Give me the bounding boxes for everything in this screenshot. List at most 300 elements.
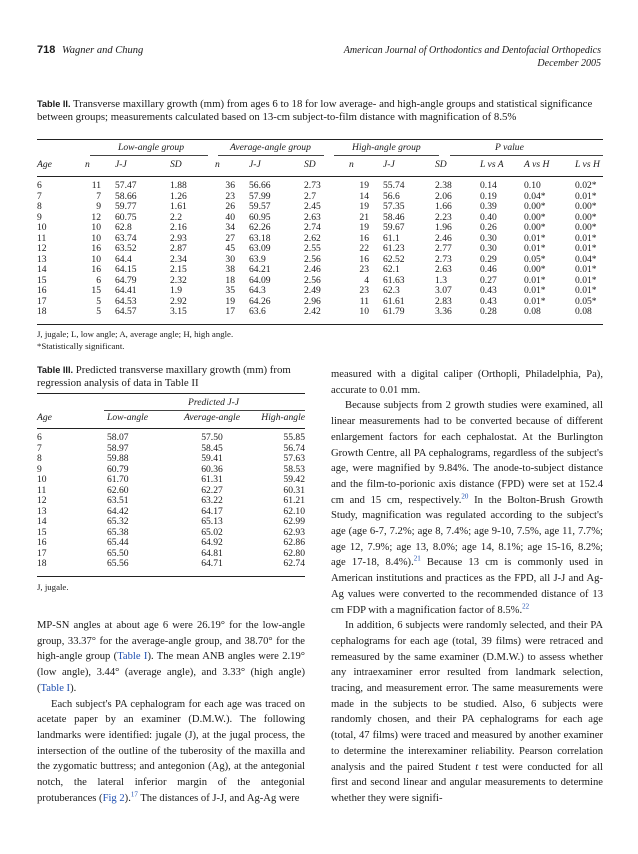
table3-cell: 65.56: [107, 558, 129, 569]
table3-cell: 65.50: [107, 547, 129, 559]
table2-col-header: SD: [304, 159, 316, 170]
table3-cell: 10: [37, 474, 47, 485]
table2-row: [37, 223, 603, 234]
table2-group-high: High-angle group: [352, 142, 421, 153]
table3-cell: 58.07: [107, 432, 129, 443]
table2-cell: 13: [37, 253, 47, 265]
table2-cell: 0.01*: [575, 274, 597, 286]
fig2-link[interactable]: Fig 2: [102, 792, 125, 804]
table2-cell: 2.49: [304, 285, 321, 296]
table2-cell: 11: [91, 180, 101, 191]
table2-cell: 0.28: [480, 306, 497, 317]
table2-cell: 19: [359, 201, 369, 212]
table3-cell: 57.63: [283, 453, 305, 464]
table2-cell: 0.46: [480, 264, 497, 275]
table2-col-header: J-J: [249, 159, 261, 170]
table2-cell: 8: [37, 201, 42, 212]
table2-cell: 63.74: [115, 232, 137, 244]
table2-cell: 0.01*: [524, 243, 546, 254]
table3-cell: 65.32: [107, 516, 129, 527]
table2-cell: 0.01*: [575, 264, 597, 275]
table2-cell: 0.29: [480, 253, 497, 265]
table2-cell: 2.2: [170, 211, 182, 223]
table2-cell: 0.00*: [524, 222, 546, 233]
text-run: Because subjects from 2 growth studies were examined, all linear measurements had to be converted because of different enlargement factors for each cephalostat. At the Burlington Growth Centre, all PA cephalograms, regardless of the subject's age, were magnified by 9.84%. The anode-to-subject distance and the film-to-porionic axis distance (FPD) were set at 152.4 cm and 15 cm, respectively.: [331, 400, 603, 506]
table2-col-header: Age: [37, 159, 52, 170]
table2-cell: 10: [359, 306, 369, 317]
table2-cell: 1.3: [435, 274, 447, 286]
table3-cell: 61.70: [107, 474, 129, 485]
table2-col-header: SD: [170, 159, 182, 170]
table2-cell: 0.00*: [575, 211, 597, 223]
text-run: In addition, 6 subjects were randomly selected, and their PA cephalograms for each age (total, 39 films) were retraced and remeasured by the same examiner (D.M.W.) to assess whether any intraexaminer error resulted from landmark selection, tracing, and measurement error. The same measurements were made in the subjects to be studied. Also, 6 subjects were randomly chosen, and their PA cephalograms for each age (total, 47 films) were traced and measured by another examiner to determine the interexaminer reliability. Pearson correlation analysis and the paired Student: [331, 620, 603, 773]
table2-cell: 64.15: [115, 264, 137, 275]
text-run: test were conducted for all first and second linear and angular measurements to determine whether they were signifi-: [331, 761, 604, 804]
table2-cell: 2.34: [170, 253, 187, 265]
table2-cell: 0.01*: [524, 285, 546, 296]
right-column-text: [331, 367, 603, 807]
table2-cell: 0.00*: [575, 222, 597, 233]
table2-cell: 18: [225, 274, 235, 286]
table2-top-rule: [37, 139, 603, 140]
table1-link[interactable]: Table I: [117, 651, 148, 663]
table2-cell: 6: [37, 180, 42, 191]
table2-cell: 56.6: [383, 190, 400, 202]
table3-cell: 59.88: [107, 453, 129, 464]
table2-cell: 4: [364, 274, 369, 286]
table2-header-row: [37, 160, 603, 171]
table3-cell: 57.50: [201, 432, 223, 443]
table2-caption-text: Transverse maxillary growth (mm) from ages 6 to 18 for low average- and high-angle groups and statistical significance between groups; measurements calculated based on 13-cm subject-to-film distance with magnification of 8.5%: [37, 98, 593, 124]
table2-cell: 59.77: [115, 201, 137, 212]
table3-row: [37, 475, 305, 486]
table2-group-underline: [450, 155, 603, 156]
table2-cell: 0.27: [480, 274, 497, 286]
table2-cell: 5: [96, 306, 101, 317]
table2-cell: 16: [37, 285, 47, 296]
table2-group-low: Low-angle group: [118, 142, 185, 153]
table3-cell: 18: [37, 558, 47, 569]
table2-footnote-significance: *Statistically significant.: [37, 341, 125, 351]
paragraph: [331, 398, 603, 618]
table2-cell: 63.6: [249, 306, 266, 317]
table3-cell: 62.10: [283, 505, 305, 517]
table2-cell: 62.8: [115, 222, 132, 233]
table3-cell: 8: [37, 453, 42, 464]
reference-22-link[interactable]: 22: [522, 602, 530, 611]
table3-cell: 64.17: [201, 505, 223, 517]
table2-group-average: Average-angle group: [230, 142, 311, 153]
table2-cell: 2.56: [304, 253, 321, 265]
table3-cell: 64.81: [201, 547, 223, 559]
table2-cell: 64.26: [249, 295, 271, 307]
issue-date: December 2005: [537, 58, 601, 69]
table2-cell: 62.52: [383, 253, 405, 265]
table3-col-header: Average-angle: [184, 412, 240, 423]
table2-cell: 0.00*: [575, 201, 597, 212]
table2-cell: 2.62: [304, 232, 321, 244]
table3-cell: 65.44: [107, 537, 129, 548]
reference-17-link[interactable]: 17: [130, 790, 138, 799]
table2-group-pvalue: P value: [495, 142, 524, 153]
table2-cell: 2.46: [304, 264, 321, 275]
table3-header-rule: [37, 428, 305, 429]
text-run: ).: [70, 682, 77, 694]
table2-group-underline: [334, 155, 439, 156]
table2-col-header: L vs A: [480, 159, 504, 170]
table2-cell: 45: [225, 243, 235, 254]
table3-cell: 65.13: [201, 516, 223, 527]
table2-cell: 23: [359, 264, 369, 275]
table3-cell: 61.31: [201, 474, 223, 485]
table3-cell: 58.97: [107, 442, 129, 454]
table2-col-header: n: [349, 159, 354, 170]
table2-cell: 34: [225, 222, 235, 233]
table2-cell: 2.23: [435, 211, 452, 223]
table2-cell: 0.30: [480, 243, 497, 254]
table3-cell: 62.74: [283, 558, 305, 569]
table3-cell: 16: [37, 537, 47, 548]
table3-cell: 59.41: [201, 453, 223, 464]
table2-cell: 0.14: [480, 180, 497, 191]
table3-label: Table III.: [37, 365, 74, 375]
table2-cell: 10: [91, 222, 101, 233]
table3-cell: 65.02: [201, 526, 223, 538]
table3-caption-text: Predicted transverse maxillary growth (mm) from regression analysis of data in Table II: [37, 364, 291, 390]
table3-cell: 11: [37, 484, 47, 496]
table2-cell: 0.01*: [524, 232, 546, 244]
table2-cell: 3.07: [435, 285, 452, 296]
table3-col-header: High-angle: [261, 412, 305, 423]
table2-cell: 17: [225, 306, 235, 317]
table2-body: [37, 181, 603, 318]
paragraph: measured with a digital caliper (Orthopli, Philadelphia, Pa), accurate to 0.01 mm.: [331, 369, 603, 396]
table2-cell: 9: [37, 211, 42, 223]
table2-cell: 64.3: [249, 285, 266, 296]
table2-caption: [37, 98, 603, 125]
table3-row: [37, 486, 305, 497]
table2-cell: 18: [37, 306, 47, 317]
table3-body: [37, 433, 305, 570]
table2-cell: 5: [96, 295, 101, 307]
table2-cell: 58.46: [383, 211, 405, 223]
table2-cell: 2.38: [435, 180, 452, 191]
table2-cell: 14: [359, 190, 369, 202]
paragraph: [37, 618, 305, 697]
page-number: 718: [37, 44, 56, 56]
table2-cell: 59.57: [249, 201, 271, 212]
table3-cell: 13: [37, 505, 47, 517]
table2-cell: 0.43: [480, 295, 497, 307]
table2-cell: 2.83: [435, 295, 452, 307]
table2-cell: 7: [96, 190, 101, 202]
table2-cell: 16: [359, 232, 369, 244]
table2-cell: 0.01*: [575, 232, 597, 244]
table3-row: [37, 496, 305, 507]
table1-link[interactable]: Table I: [40, 682, 71, 694]
text-run: t: [475, 761, 479, 773]
table2-cell: 2.7: [304, 190, 316, 202]
table2-cell: 0.10: [524, 180, 541, 191]
table3-cell: 64.42: [107, 505, 129, 517]
table3-cell: 17: [37, 547, 47, 559]
running-header-left: [37, 44, 143, 56]
table2-col-header: n: [215, 159, 220, 170]
left-column-text: [37, 618, 305, 806]
table3-row: [37, 528, 305, 539]
table3-row: [37, 559, 305, 570]
table2-cell: 2.55: [304, 243, 321, 254]
text-run: MP-SN angles at about age 6 were 26.19° for the low-angle group, 33.37° for the average-angle group, and 38.70° for the high-angle group (: [37, 620, 305, 663]
text-run: The distances of J-J, and Ag-Ag were: [137, 792, 300, 804]
table3-cell: 63.22: [201, 495, 223, 506]
table2-cell: 61.79: [383, 306, 405, 317]
table2-col-header: J-J: [115, 159, 127, 170]
table3-cell: 62.93: [283, 526, 305, 538]
table3-cell: 56.74: [283, 442, 305, 454]
table2-col-header: n: [85, 159, 90, 170]
table2-cell: 0.05*: [575, 295, 597, 307]
reference-21-link[interactable]: 21: [413, 554, 421, 563]
table3-cell: 63.51: [107, 495, 129, 506]
table3-col-header: Age: [37, 412, 52, 423]
journal-title: American Journal of Orthodontics and Dentofacial Orthopedics: [343, 45, 601, 56]
running-authors: Wagner and Chung: [61, 45, 144, 56]
table2-row: [37, 202, 603, 213]
table2-cell: 2.16: [170, 222, 187, 233]
paragraph: [331, 618, 603, 806]
table2-cell: 0.00*: [524, 211, 546, 223]
table3-cell: 55.85: [283, 432, 305, 443]
table2-cell: 35: [225, 285, 235, 296]
table2-cell: 2.32: [170, 274, 187, 286]
table2-cell: 64.4: [115, 253, 132, 265]
table3-header: [37, 413, 305, 424]
table2-cell: 2.87: [170, 243, 187, 254]
table2-cell: 10: [91, 232, 101, 244]
table3-col-header: Low-angle: [107, 412, 149, 423]
table2-cell: 2.77: [435, 243, 452, 254]
table2-cell: 64.21: [249, 264, 271, 275]
table2-cell: 63.09: [249, 243, 271, 254]
table2-row: [37, 307, 603, 318]
table2-cell: 21: [359, 211, 369, 223]
table2-cell: 61.1: [383, 232, 400, 244]
table3-cell: 60.31: [283, 484, 305, 496]
table3-top-rule: [37, 393, 305, 394]
table2-cell: 0.43: [480, 285, 497, 296]
table2-cell: 0.01*: [575, 190, 597, 202]
table2-cell: 56.66: [249, 180, 271, 191]
paragraph: [37, 697, 305, 807]
table2-cell: 1.66: [435, 201, 452, 212]
table2-row: [37, 286, 603, 297]
table3-cell: 6: [37, 432, 42, 443]
table2-cell: 0.01*: [524, 274, 546, 286]
table2-cell: 63.18: [249, 232, 271, 244]
table3-cell: 64.92: [201, 537, 223, 548]
table2: [37, 160, 603, 177]
table2-cell: 7: [37, 190, 42, 202]
table3-row: [37, 549, 305, 560]
table2-cell: 58.66: [115, 190, 137, 202]
table2-cell: 22: [359, 243, 369, 254]
table3-row: [37, 433, 305, 444]
table2-cell: 62.1: [383, 264, 400, 275]
table2-cell: 60.75: [115, 211, 137, 223]
table2-cell: 64.57: [115, 306, 137, 317]
table2-cell: 0.05*: [524, 253, 546, 265]
table2-cell: 1.88: [170, 180, 187, 191]
table2-row: [37, 244, 603, 255]
table2-bottom-rule: [37, 324, 603, 325]
table2-cell: 40: [225, 211, 235, 223]
table3-caption: [37, 364, 305, 391]
table2-cell: 0.19: [480, 190, 497, 202]
table2-cell: 2.96: [304, 295, 321, 307]
table2-cell: 15: [37, 274, 47, 286]
table2-cell: 16: [91, 243, 101, 254]
table3-footnote: J, jugale.: [37, 582, 69, 592]
reference-20-link[interactable]: 20: [461, 492, 469, 501]
table2-cell: 57.47: [115, 180, 137, 191]
table3-cell: 62.86: [283, 537, 305, 548]
table2-cell: 16: [359, 253, 369, 265]
table3-cell: 62.60: [107, 484, 129, 496]
table2-cell: 59.67: [383, 222, 405, 233]
table3-cell: 58.53: [283, 463, 305, 475]
table3-cell: 15: [37, 526, 47, 538]
table3-row: [37, 465, 305, 476]
table2-cell: 1.26: [170, 190, 187, 202]
table2-cell: 62.3: [383, 285, 400, 296]
table2-cell: 0.30: [480, 232, 497, 244]
text-run: ).: [124, 792, 131, 804]
table2-label: Table II.: [37, 99, 71, 109]
table2-cell: 55.74: [383, 180, 405, 191]
table2-cell: 17: [37, 295, 47, 307]
table2-row: [37, 181, 603, 192]
table2-cell: 57.35: [383, 201, 405, 212]
table3-cell: 60.79: [107, 463, 129, 475]
table3-cell: 9: [37, 463, 42, 475]
table3-row: [37, 517, 305, 528]
table2-cell: 11: [359, 295, 369, 307]
table2-cell: 2.74: [304, 222, 321, 233]
table2-cell: 64.09: [249, 274, 271, 286]
table2-cell: 19: [359, 180, 369, 191]
table2-cell: 14: [37, 264, 47, 275]
table2-cell: 0.40: [480, 211, 497, 223]
table2-cell: 2.46: [435, 232, 452, 244]
table2-cell: 6: [96, 274, 101, 286]
table2-cell: 2.92: [170, 295, 187, 307]
table3-cell: 58.45: [201, 442, 223, 454]
table2-cell: 10: [37, 222, 47, 233]
text-run: ). The mean ANB angles were 2.19° (low angle), 3.44° (average angle), and 3.33° (high angle) (: [37, 651, 305, 694]
table2-cell: 2.56: [304, 274, 321, 286]
table2-cell: 2.15: [170, 264, 187, 275]
table3-cell: 60.36: [201, 463, 223, 475]
table3-row: [37, 507, 305, 518]
table2-cell: 0.08: [524, 306, 541, 317]
running-header-right: [344, 44, 601, 70]
table2-col-header: L vs H: [575, 159, 600, 170]
table2-cell: 2.73: [435, 253, 452, 265]
table3-cell: 61.21: [283, 495, 305, 506]
table2-cell: 2.42: [304, 306, 321, 317]
table3-span-header: Predicted J-J: [188, 397, 240, 408]
table2-cell: 36: [225, 180, 235, 191]
table2-cell: 15: [91, 285, 101, 296]
table2-cell: 2.45: [304, 201, 321, 212]
table2-cell: 63.52: [115, 243, 137, 254]
table2-cell: 2.93: [170, 232, 187, 244]
table3-cell: 64.71: [201, 558, 223, 569]
table2-cell: 0.01*: [575, 285, 597, 296]
table2-cell: 61.23: [383, 243, 405, 254]
table2-cell: 1.96: [435, 222, 452, 233]
table2-cell: 12: [91, 211, 101, 223]
table2-cell: 11: [37, 232, 47, 244]
table3-row: [37, 444, 305, 455]
table2-cell: 64.79: [115, 274, 137, 286]
table2-group-underline: [218, 155, 324, 156]
table3-header-row: [37, 413, 305, 424]
table3-row: [37, 538, 305, 549]
text-run: In the Bolton-Brush Growth Study, magnification was regulated according to the subject's age (age 6-7, 7.2%; age 8, 7.4%; age 9-10, 7.5%, age 11, 7.7%; age 12, 7.9%; age 13, 8.0%; age 14, 8.1%; age 15-16, 8.2%; age 17-18, 8.4%).: [331, 494, 603, 569]
table2-cell: 38: [225, 264, 235, 275]
table2-cell: 61.61: [383, 295, 405, 307]
table2-cell: 61.63: [383, 274, 405, 286]
table2-cell: 26: [225, 201, 235, 212]
table2-cell: 0.04*: [575, 253, 597, 265]
table3-cell: 65.38: [107, 526, 129, 538]
table3-cell: 59.42: [283, 474, 305, 485]
table2-cell: 0.02*: [575, 180, 597, 191]
text-run: Each subject's PA cephalogram for each age was traced on acetate paper by an examiner (D.M.W.). The following landmarks were identified: jugale (J), at the jugal process, the intersection of the outline of the tuberosity of the maxilla and the zygomatic buttress; and antegonion (Ag), at the antegonial notch, the lateral inferior margin of the antegonial protuberances (: [37, 698, 305, 804]
table2-cell: 0.26: [480, 222, 497, 233]
table2-cell: 30: [225, 253, 235, 265]
table2-cell: 19: [225, 295, 235, 307]
table2-cell: 62.26: [249, 222, 271, 233]
table2-col-header: J-J: [383, 159, 395, 170]
table2-cell: 23: [225, 190, 235, 202]
table2-cell: 2.06: [435, 190, 452, 202]
table2-cell: 9: [96, 201, 101, 212]
table2-row: [37, 265, 603, 276]
table2-cell: 0.01*: [524, 295, 546, 307]
table3-cell: 14: [37, 516, 47, 527]
table2-cell: 1.61: [170, 201, 187, 212]
table2-cell: 0.08: [575, 306, 592, 317]
table2-group-underline: [90, 155, 208, 156]
table2-cell: 2.63: [435, 264, 452, 275]
table2-cell: 3.36: [435, 306, 452, 317]
table2-col-header: A vs H: [524, 159, 550, 170]
table2-cell: 60.95: [249, 211, 271, 223]
table3-cell: 62.99: [283, 516, 305, 527]
table3-cell: 62.27: [201, 484, 223, 496]
table2-cell: 27: [225, 232, 235, 244]
table2-cell: 19: [359, 222, 369, 233]
table2-cell: 0.39: [480, 201, 497, 212]
table3-cell: 12: [37, 495, 47, 506]
table2-cell: 2.73: [304, 180, 321, 191]
table2-cell: 0.00*: [524, 201, 546, 212]
table2-cell: 0.00*: [524, 264, 546, 275]
table2-footnote-abbrev: J, jugale; L, low angle; A, average angle; H, high angle.: [37, 329, 234, 339]
